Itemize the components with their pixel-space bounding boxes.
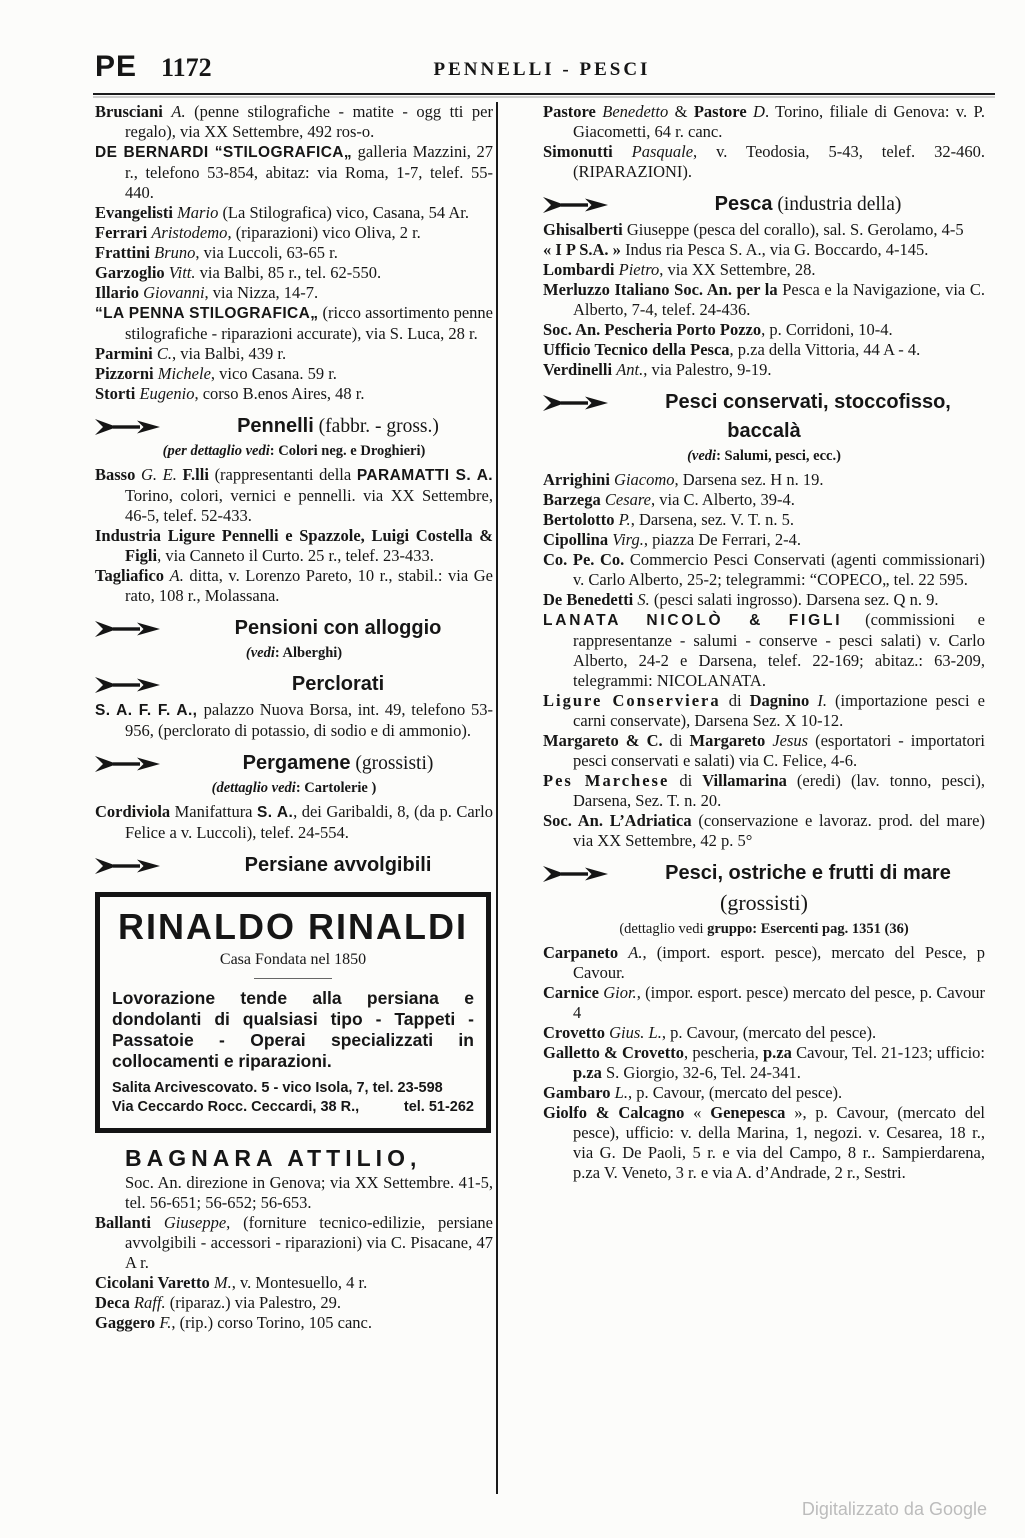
text-segment: (riparaz.) via Palestro, 29. [165,1293,342,1312]
directory-entry [543,590,985,610]
text-segment: : Salumi, pesci, ecc.) [716,448,841,464]
text-segment: (vedi [245,645,275,661]
text-segment: , via XX Settembre, 28. [659,260,816,279]
directory-entry [95,1213,493,1273]
text-segment: Pesci conservati, stoccofisso, [665,391,951,413]
text-segment: , p. Corridoni, 10-4. [761,320,893,339]
text-segment: : Cartolerie ) [295,780,377,796]
directory-entry [95,1313,493,1333]
text-segment: Industria Ligure Pennelli e Spazzole, Luigi Costella & Figli [95,526,493,565]
ad-address-line-1: Salita Arcivescovato. 5 - vico Isola, 7, tel. 23-598 [112,1080,443,1096]
text-segment: (La Stilografica) vico, Casana, 54 Ar. [218,203,469,222]
text-segment: (importazione pesci e carni conservate), Darsena Sez. X 10-12. [573,691,985,730]
text-segment: Persiane avvolgibili [244,854,432,876]
text-segment: Dagnino [749,691,818,710]
directory-entry [543,811,985,851]
text-segment: (ricco assortimento penne stilografiche - riparazioni accurate), via S. Luca, 28 r. [125,303,493,343]
section-header [543,191,985,219]
text-segment: BAGNARA ATTILIO, [125,1145,422,1171]
text-segment: Pastore [693,102,754,121]
directory-entry [543,691,985,731]
text-segment: (dettaglio vedi [619,921,708,937]
text-segment: Virg. [612,530,644,549]
directory-entry [543,280,985,320]
text-segment: , via Balbi, 439 r. [172,344,287,363]
text-segment: , p.za della Vittoria, 44 A - 4. [729,340,921,359]
text-segment: (rappresentanti della [214,465,357,484]
directory-entry [543,260,985,280]
text-segment: S. Giorgio, 32-6, Tel. 24-341. [601,1063,801,1082]
text-segment: Villamarina [702,771,787,790]
text-segment: (penne stilografiche - matite - ogg tti per regalo), via XX Settembre, 492 ros-o. [125,102,493,141]
text-segment: Mario [177,203,219,222]
directory-entry [543,320,985,340]
section-cross-reference [543,447,985,465]
text-segment: A. [171,102,186,121]
text-segment: F.lli [182,465,215,484]
text-segment: Giuseppe [163,1213,227,1232]
text-segment: Ferrari [95,223,152,242]
text-segment: S. [637,590,650,609]
text-segment: (industria della) [772,194,902,215]
directory-entry [95,1293,493,1313]
text-segment: P. [618,510,631,529]
text-segment: Galletto & Crovetto [543,1043,684,1062]
directory-entry [95,465,493,526]
text-segment: Cicolani Varetto [95,1273,214,1292]
section-arrow-icon [543,866,631,882]
ad-body-text: Lovorazione tende alla persiana e dondolanti di qualsiasi tipo - Tappeti - Passatoie - Operai specializzati in collocamenti e riparazioni. [112,988,474,1071]
text-segment: PARAMATTI S. A. [356,467,493,484]
text-segment: Giuseppe (pesca del corallo), sal. S. Gerolamo, 4-5 [626,220,964,239]
section-title [183,750,493,778]
page-number: 1172 [161,53,212,82]
directory-entry [95,526,493,566]
text-segment: , corso B.enos Aires, 48 r. [194,384,365,403]
section-arrow-icon [95,621,183,637]
text-segment: (grossisti) [720,890,808,915]
text-segment: Eugenio [139,384,195,403]
directory-entry [543,490,985,510]
text-segment: De Benedetti [543,590,638,609]
text-segment: (pesci salati ingrosso). Darsena sez. Q n. 9. [649,590,939,609]
text-segment: Giovanni [143,283,205,302]
text-segment: Pes Marchese [543,771,670,790]
section-cross-reference [95,644,493,662]
ad-box-rinaldo-rinaldi [95,892,491,1133]
page-header [95,50,989,92]
text-segment: Manifattura [174,802,257,821]
text-segment: Co. Pe. Co. [543,550,630,569]
ad-title: RINALDO RINALDI [118,906,468,947]
text-segment: Illario [95,283,144,302]
text-segment: , p. Cavour, (mercato del pesce). [627,1083,843,1102]
section-header [95,413,493,441]
text-segment: A. [169,566,184,585]
right-column [543,102,985,1494]
text-segment: Cipollina [543,530,613,549]
text-segment: , pescheria, [684,1043,763,1062]
text-segment: Soc. An. L’Adriatica [543,811,692,830]
text-segment: Raff. [133,1293,166,1312]
google-watermark: Digitalizzato da Google [801,1499,987,1519]
text-segment: , via Luccoli, 63-65 r. [195,243,338,262]
directory-entry [543,470,985,490]
text-segment: L. [614,1083,628,1102]
text-segment: . Torino, filiale di Genova: v. P. Giacometti, 64 r. canc. [573,102,985,141]
ad-address-line-2 [112,1098,474,1117]
section-cross-reference [95,442,493,460]
text-segment: Simonutti [543,142,632,161]
text-segment: Gaggero [95,1313,160,1332]
text-segment: palazzo Nuova Borsa, int. 49, telefono 53-956, (perclorato di potassio, di sodio e di ammonio). [125,700,493,740]
text-segment: Pietro [618,260,660,279]
section-title [183,413,493,441]
text-segment: Pensioni con alloggio [234,617,442,639]
section-cross-reference [95,779,493,797]
text-segment: Aristodemo [151,223,228,242]
text-segment: A. [628,943,643,962]
text-segment: Benedetto [602,102,669,121]
directory-entry [95,283,493,303]
text-segment: Genepesca [710,1103,786,1122]
section-arrow-icon [95,419,183,435]
text-segment: Deca [95,1293,134,1312]
text-segment: (per dettaglio vedi [162,443,270,459]
text-segment: Frattini [95,243,155,262]
text-segment: Pesca e la Navigazione, via C. Alberto, 7-4, telef. 24-436. [573,280,985,319]
directory-entry [543,1083,985,1103]
text-segment: Cavour, Tel. 21-123; ufficio: [791,1043,986,1062]
page-code: PE [95,50,138,83]
directory-entry [543,102,985,142]
text-segment: F. [159,1313,172,1332]
section-title-line2 [543,889,985,919]
text-segment: Indus ria Pesca S. A., via G. Boccardo, 4-145. [625,240,929,259]
text-segment: gruppo: Esercenti pag. 1351 (36) [707,921,909,937]
ad-subtitle: Casa Fondata nel 1850 [219,951,367,968]
text-segment: di [720,691,750,710]
text-segment: Storti [95,384,140,403]
directory-entry [543,340,985,360]
left-column [95,102,493,1494]
directory-entry [95,223,493,243]
text-segment: Michele [157,364,211,383]
text-segment: Merluzzo Italiano Soc. An. per la [543,280,783,299]
text-segment: Gior. [603,983,637,1002]
text-segment: : Alberghi) [274,645,343,661]
text-segment: Parmini [95,344,157,363]
section-title [631,389,985,417]
section-header [543,389,985,417]
text-segment: Arrighini [543,470,615,489]
text-segment: , (import. esport. pesce), mercato del Pesce, p Cavour. [573,943,985,982]
section-arrow-icon [543,197,631,213]
section-arrow-icon [95,756,183,772]
section-arrow-icon [543,395,631,411]
text-segment: Verdinelli [543,360,617,379]
running-title: PENNELLI - PESCI [433,59,651,80]
text-segment: Ballanti [95,1213,164,1232]
text-segment: Cesare [604,490,651,509]
directory-entry [543,530,985,550]
text-segment: Carnice [543,983,604,1002]
text-segment: Evangelisti [95,203,178,222]
text-segment: , v. Teodosia, 5-43, telef. 32-460. (RIPARAZIONI). [573,142,985,181]
directory-entry [95,384,493,404]
text-segment: , via Canneto il Curto. 25 r., telef. 23-433. [157,546,434,565]
directory-entry [95,303,493,344]
directory-entry [543,1023,985,1043]
text-segment: Carpaneto [543,943,629,962]
ad-address-street: Via Ceccardo Rocc. Ceccardi, 38 R., [112,1099,360,1115]
section-title [183,852,493,880]
text-segment: Pasquale [631,142,694,161]
text-segment: (conservazione e lavoraz. prod. del mare) via XX Settembre, 42 p. 5° [573,811,985,850]
directory-entry [95,364,493,384]
section-title-line2 [543,418,985,446]
text-segment: , via Palestro, 9-19. [643,360,772,379]
text-segment: , v. Montesuello, 4 r. [231,1273,368,1292]
text-segment: (esportatori - importatori pesci conservati e salati) via C. Felice, 4-6. [573,731,985,770]
text-segment: Margareto [689,731,773,750]
columns [95,102,985,1494]
text-segment: Pergamene [242,752,351,774]
section-header [95,615,493,643]
section-header [95,852,493,880]
directory-entry [95,203,493,223]
column-divider [496,102,498,1494]
text-segment: Tagliafico [95,566,170,585]
text-segment: Vitt. [168,263,196,282]
text-segment: , (impor. esport. pesce) mercato del pesce, p. Cavour 4 [573,983,985,1022]
section-arrow-icon [95,677,183,693]
section-header [543,860,985,888]
directory-entry [95,344,493,364]
directory-entry [543,240,985,260]
text-segment: Crovetto [543,1023,610,1042]
text-segment: Pesci, ostriche e frutti di mare [665,862,951,884]
text-segment: Barzega [543,490,605,509]
text-segment: Soc. An. direzione in Genova; via XX Settembre. 41-5, tel. 56-651; 56-652; 56-653. [125,1173,493,1212]
section-title [183,615,493,643]
text-segment: Pizzorni [95,364,158,383]
text-segment: S. A. [256,804,294,821]
directory-entry [95,802,493,843]
text-segment: C. [156,344,173,363]
section-header [95,750,493,778]
text-segment: di [669,771,703,790]
text-segment: Pesca [714,193,773,215]
text-segment: Garzoglio [95,263,169,282]
text-segment: D [753,102,765,121]
text-segment: G. E. [140,465,183,484]
text-segment: », p. Cavour, (mercato del pesce), ufficio: v. della Marina, 1, negozi. v. Cesarea, 18 r., via G. De Paoli, 5 r. e via del Campo, 8 r.. Sampierdarena, p.za V. Veneto, 3 r. e via A. d’Andrade, 2 r., Sestri. [573,1103,986,1182]
directory-entry [543,1043,985,1083]
text-segment: Gambaro [543,1083,615,1102]
text-segment: : Colori neg. e Droghieri) [269,443,426,459]
text-segment: , p. Cavour, (mercato del pesce). [661,1023,877,1042]
section-arrow-icon [95,858,183,874]
text-segment: S. A. F. F. A., [95,702,204,719]
text-segment: DE BERNARDI “STILOGRAFICA„ [95,144,353,161]
directory-entry [543,550,985,590]
directory-entry [95,566,493,606]
directory-entry [95,142,493,203]
text-segment: (fabbr. - gross.) [313,416,439,437]
text-segment: Lombardi [543,260,619,279]
directory-entry [543,510,985,530]
text-segment: I. [817,691,827,710]
text-segment: Gius. L. [609,1023,662,1042]
text-segment: via Balbi, 85 r., tel. 62-550. [195,263,382,282]
text-segment: p.za [762,1043,792,1062]
text-segment: Bertolotto [543,510,619,529]
text-segment: (eredi) (lav. tonno, pesci), Darsena, Sez. T. n. 20. [573,771,985,810]
text-segment: Soc. An. Pescheria Porto Pozzo [543,320,762,339]
text-segment: , vico Casana. 59 r. [210,364,337,383]
text-segment: Ufficio Tecnico della Pesca [543,340,730,359]
directory-entry [543,220,985,240]
text-segment: , via Nizza, 14-7. [204,283,319,302]
directory-entry [543,943,985,983]
text-segment: Margareto & C. [543,731,663,750]
text-segment: , (rip.) corso Torino, 105 canc. [171,1313,373,1332]
text-segment: , Darsena sez. H n. 19. [674,470,824,489]
text-segment: Giolfo & Calcagno [543,1103,694,1122]
text-segment: (commissioni e rappresentanze - salumi - conserve - pesci salati) v. Carlo Alberto, 24-2 e Darsena, telef. 22-169; abitaz.: 63-209, telegrammi: NICOLANATA. [573,610,985,690]
section-cross-reference [543,920,985,938]
directory-entry [543,142,985,182]
directory-entry [95,1273,493,1293]
text-segment: Ghisalberti [543,220,627,239]
text-segment: (vedi [687,448,717,464]
text-segment: , piazza De Ferrari, 2-4. [643,530,801,549]
directory-entry [543,771,985,811]
text-segment: (grossisti) [350,753,434,774]
text-segment: « I P S.A. » [543,240,626,259]
directory-entry [95,700,493,741]
text-segment: , (forniture tecnico-edilizie, persiane avvolgibili - accessori - riparazioni) via C. Pisacane, 47 A r. [125,1213,493,1272]
directory-entry [95,263,493,283]
section-title [183,671,493,699]
text-segment: Basso [95,465,141,484]
directory-entry [95,102,493,142]
ad-divider [254,978,332,979]
directory-entry [95,1143,493,1213]
directory-entry [543,1103,985,1183]
text-segment: Ant. [616,360,644,379]
text-segment: Torino, colori, vernici e pennelli. via XX Settembre, 46-5, telef. 52-433. [125,486,493,525]
text-segment: (dettaglio vedi [211,780,296,796]
text-segment: Pennelli [237,415,314,437]
text-segment: baccalà [727,420,801,442]
text-segment: galleria Mazzini, 27 r., telefono 53-854, abitaz: via Roma, 1-7, telef. 55-440. [125,142,493,202]
directory-entry [543,610,985,691]
text-segment: Pastore [543,102,603,121]
text-segment: & [668,102,694,121]
text-segment: , Darsena, sez. V. T. n. 5. [630,510,794,529]
directory-entry [95,243,493,263]
text-segment: Commercio Pesci Conservati (agenti commissionari) v. Carlo Alberto, 25-2; telegrammi: “COPECO„ tel. 22 595. [573,550,985,589]
text-segment: Cordiviola [95,802,175,821]
section-title [631,860,985,888]
text-segment: LANATA NICOLÒ & FIGLI [543,612,843,629]
text-segment: p.za [573,1063,602,1082]
text-segment: Brusciani [95,102,172,121]
directory-entry [543,731,985,771]
text-segment: , via C. Alberto, 39-4. [651,490,795,509]
text-segment: Giacomo [614,470,675,489]
text-segment: Ligure Conserviera [543,691,721,710]
text-segment: di [662,731,690,750]
text-segment: M. [213,1273,232,1292]
ad-address-phone: tel. 51-262 [403,1099,474,1115]
text-segment: , (riparazioni) vico Oliva, 2 r. [227,223,421,242]
text-segment: , dei Garibaldi, 8, (da p. Carlo Felice a v. Luccoli), telef. 24-554. [125,802,493,842]
text-segment: Perclorati [291,673,385,695]
text-segment: “LA PENNA STILOGRAFICA„ [95,305,319,322]
directory-entry [543,360,985,380]
text-segment: ditta, v. Lorenzo Pareto, 10 r., stabil.: via Ge rato, 108 r., Molassana. [125,566,493,605]
text-segment: Jesus [772,731,809,750]
text-segment: Bruno [154,243,196,262]
directory-entry [543,983,985,1023]
section-header [95,671,493,699]
header-rule [93,93,995,95]
text-segment: « [693,1103,711,1122]
section-title [631,191,985,219]
